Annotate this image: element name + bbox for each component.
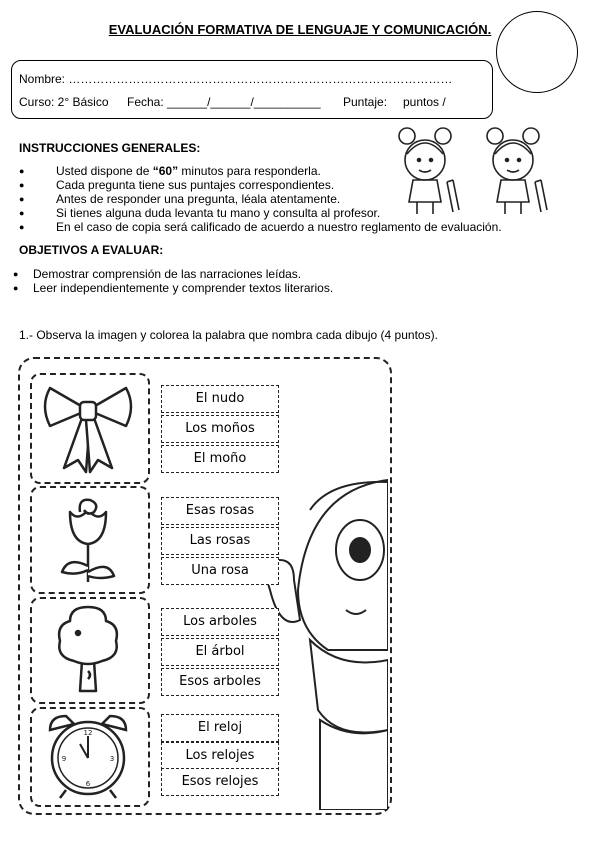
student-info-box — [11, 60, 493, 119]
rose-icon — [48, 492, 128, 586]
svg-text:12: 12 — [83, 729, 93, 737]
bow-icon — [38, 380, 138, 474]
objective-item: ● Demostrar comprensión de las narraciones leídas. — [13, 267, 302, 281]
question-1-prompt: 1.- Observa la imagen y colorea la palabra que nombra cada dibujo (4 puntos). — [19, 328, 438, 342]
instruction-item: ● Usted dispone de “60” minutos para responderla. — [19, 164, 321, 178]
instruction-item: ● Antes de responder una pregunta, léala atentamente. — [19, 192, 341, 206]
page-title: EVALUACIÓN FORMATIVA DE LENGUAJE Y COMUNICACIÓN. — [108, 22, 492, 37]
instruction-item: ● Cada pregunta tiene sus puntajes correspondientes. — [19, 178, 335, 192]
word-option[interactable]: El nudo — [161, 385, 279, 413]
points-label: puntos / — [403, 95, 446, 109]
grade-circle — [496, 11, 578, 93]
word-option[interactable]: Los moños — [161, 415, 279, 443]
word-option[interactable]: Los relojes — [161, 742, 279, 770]
word-option[interactable]: Los arboles — [161, 608, 279, 636]
name-field[interactable]: Nombre: …………………………………………………………………………………… — [19, 72, 453, 86]
objectives-heading: OBJETIVOS A EVALUAR: — [19, 243, 164, 257]
word-option[interactable]: Esas rosas — [161, 497, 279, 525]
instruction-item: ● En el caso de copia será calificado de acuerdo a nuestro reglamento de evaluación. — [19, 220, 502, 234]
objective-item: ● Leer independientemente y comprender textos literarios. — [13, 281, 334, 295]
clock-icon — [40, 710, 136, 802]
instructions-heading: INSTRUCCIONES GENERALES: — [19, 141, 201, 155]
word-option[interactable]: El moño — [161, 445, 279, 473]
svg-text:9: 9 — [61, 755, 67, 763]
word-option[interactable]: El árbol — [161, 638, 279, 666]
course-label: Curso: 2° Básico — [19, 95, 109, 109]
instruction-item: ● Si tienes alguna duda levanta tu mano y consulta al profesor. — [19, 206, 381, 220]
word-option[interactable]: Esos relojes — [161, 768, 279, 796]
word-option[interactable]: El reloj — [161, 714, 279, 742]
word-option[interactable]: Esos arboles — [161, 668, 279, 696]
girls-with-pencils-illustration — [395, 122, 555, 218]
tree-icon — [48, 603, 128, 695]
objectives-list — [13, 267, 334, 295]
score-label: Puntaje: — [343, 95, 388, 109]
word-option[interactable]: Las rosas — [161, 527, 279, 555]
word-option[interactable]: Una rosa — [161, 557, 279, 585]
date-field[interactable]: Fecha: ______/______/__________ — [127, 95, 321, 109]
svg-text:3: 3 — [109, 755, 115, 763]
svg-text:6: 6 — [85, 780, 91, 788]
